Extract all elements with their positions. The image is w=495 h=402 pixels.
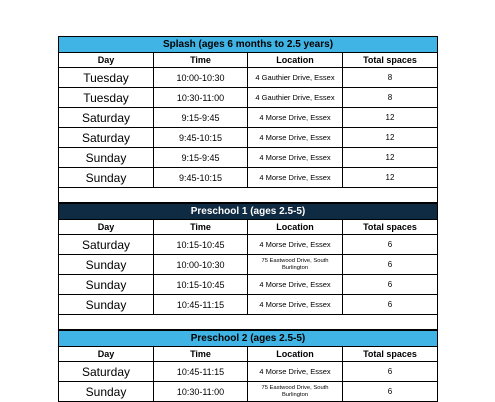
cell-day: Saturday [59, 128, 154, 148]
col-header-spaces: Total spaces [343, 220, 438, 235]
cell-spaces: 8 [343, 68, 438, 88]
spacer-row [59, 315, 438, 330]
cell-time: 10:00-10:30 [154, 68, 248, 88]
splash-table [58, 36, 438, 203]
cell-spaces: 6 [343, 382, 438, 402]
cell-location: 4 Morse Drive, Essex [248, 128, 343, 148]
cell-location: 4 Morse Drive, Essex [248, 168, 343, 188]
cell-day: Tuesday [59, 68, 154, 88]
col-header-day: Day [59, 220, 154, 235]
cell-location: 75 Eastwood Drive, South Burlington [248, 255, 343, 275]
cell-day: Tuesday [59, 88, 154, 108]
table-row [59, 382, 438, 402]
cell-location: 4 Morse Drive, Essex [248, 148, 343, 168]
cell-time: 10:30-11:00 [154, 382, 248, 402]
cell-spaces: 12 [343, 168, 438, 188]
cell-day: Sunday [59, 168, 154, 188]
col-header-spaces: Total spaces [343, 53, 438, 68]
cell-location: 4 Gauthier Drive, Essex [248, 88, 343, 108]
preschool-2-table [58, 330, 438, 402]
col-header-time: Time [154, 220, 248, 235]
cell-spaces: 6 [343, 255, 438, 275]
col-header-day: Day [59, 53, 154, 68]
col-header-location: Location [248, 220, 343, 235]
table-row [59, 255, 438, 275]
table-row [59, 275, 438, 295]
col-header-spaces: Total spaces [343, 347, 438, 362]
cell-location: 4 Morse Drive, Essex [248, 295, 343, 315]
cell-spaces: 12 [343, 108, 438, 128]
cell-day: Saturday [59, 108, 154, 128]
cell-time: 10:00-10:30 [154, 255, 248, 275]
cell-spaces: 6 [343, 295, 438, 315]
cell-day: Sunday [59, 275, 154, 295]
cell-time: 9:15-9:45 [154, 108, 248, 128]
cell-spaces: 8 [343, 88, 438, 108]
table-row [59, 295, 438, 315]
cell-day: Sunday [59, 382, 154, 402]
cell-location: 4 Morse Drive, Essex [248, 275, 343, 295]
col-header-time: Time [154, 53, 248, 68]
cell-location: 4 Gauthier Drive, Essex [248, 68, 343, 88]
cell-location: 4 Morse Drive, Essex [248, 108, 343, 128]
section-title: Preschool 2 (ages 2.5-5) [59, 331, 438, 347]
cell-day: Sunday [59, 295, 154, 315]
cell-day: Saturday [59, 362, 154, 382]
cell-location: 4 Morse Drive, Essex [248, 235, 343, 255]
col-header-location: Location [248, 53, 343, 68]
section-title: Preschool 1 (ages 2.5-5) [59, 204, 438, 220]
table-row [59, 128, 438, 148]
cell-time: 9:15-9:45 [154, 148, 248, 168]
col-header-location: Location [248, 347, 343, 362]
cell-time: 9:45-10:15 [154, 168, 248, 188]
table-row [59, 168, 438, 188]
cell-time: 10:15-10:45 [154, 275, 248, 295]
section-title: Splash (ages 6 months to 2.5 years) [59, 37, 438, 53]
table-row [59, 88, 438, 108]
cell-location: 4 Morse Drive, Essex [248, 362, 343, 382]
preschool-1-table [58, 203, 438, 330]
cell-time: 10:15-10:45 [154, 235, 248, 255]
table-row [59, 362, 438, 382]
table-row [59, 68, 438, 88]
cell-spaces: 6 [343, 235, 438, 255]
cell-day: Sunday [59, 255, 154, 275]
cell-spaces: 6 [343, 275, 438, 295]
cell-day: Sunday [59, 148, 154, 168]
cell-time: 10:45-11:15 [154, 295, 248, 315]
cell-spaces: 12 [343, 128, 438, 148]
cell-time: 10:45-11:15 [154, 362, 248, 382]
cell-time: 10:30-11:00 [154, 88, 248, 108]
col-header-day: Day [59, 347, 154, 362]
cell-time: 9:45-10:15 [154, 128, 248, 148]
table-row [59, 148, 438, 168]
spacer-row [59, 188, 438, 203]
table-row [59, 108, 438, 128]
schedule-sheet [58, 36, 437, 402]
cell-location: 75 Eastwood Drive, South Burlington [248, 382, 343, 402]
cell-spaces: 6 [343, 362, 438, 382]
col-header-time: Time [154, 347, 248, 362]
table-row [59, 235, 438, 255]
cell-day: Saturday [59, 235, 154, 255]
cell-spaces: 12 [343, 148, 438, 168]
